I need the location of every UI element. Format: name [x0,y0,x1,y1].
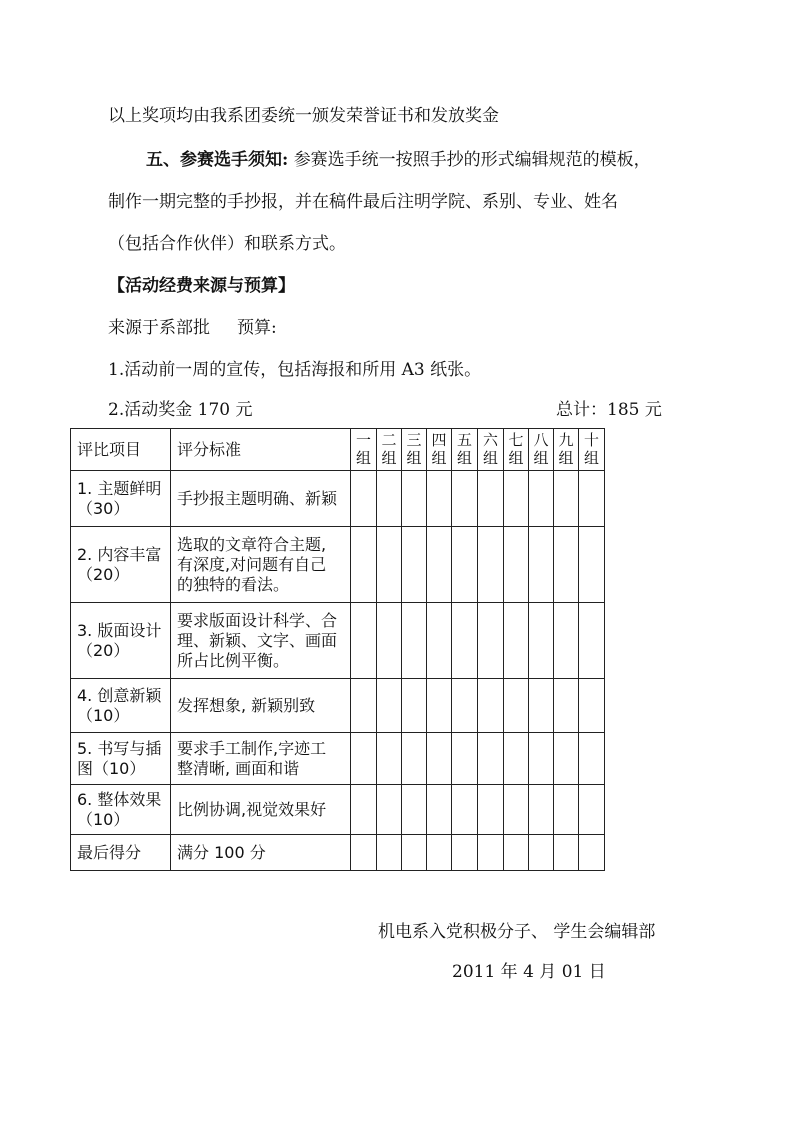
score-cell[interactable] [504,603,529,679]
score-cell[interactable] [504,835,529,871]
score-cell[interactable] [529,603,554,679]
score-cell[interactable] [452,785,478,835]
score-cell[interactable] [427,527,452,603]
score-cell[interactable] [554,785,579,835]
row-item: 3. 版面设计 （20） [71,603,171,679]
table-row [71,527,605,603]
score-cell[interactable] [478,733,504,785]
score-cell[interactable] [427,785,452,835]
score-cell[interactable] [351,603,377,679]
row-standard: 比例协调,视觉效果好 [171,785,351,835]
score-cell[interactable] [402,471,427,527]
table-row [71,679,605,733]
section-title: 【活动经费来源与预算】 [108,276,295,296]
header-group-6: 六 组 [478,429,504,471]
header-group-4: 四 组 [427,429,452,471]
score-cell[interactable] [554,603,579,679]
header-standard: 评分标准 [171,429,351,471]
score-cell[interactable] [579,527,605,603]
score-cell[interactable] [504,527,529,603]
rules-text: 参赛选手统一按照手抄的形式编辑规范的模板， [293,150,651,170]
score-cell[interactable] [504,471,529,527]
score-cell[interactable] [402,733,427,785]
score-cell[interactable] [427,603,452,679]
score-cell[interactable] [529,835,554,871]
score-cell[interactable] [478,471,504,527]
row-standard: 手抄报主题明确、新颖 [171,471,351,527]
score-cell[interactable] [402,835,427,871]
score-cell[interactable] [351,679,377,733]
header-group-2: 二 组 [377,429,402,471]
paragraph-budget-source: 来源于系部批 预算: [108,318,277,338]
header-group-10: 十 组 [579,429,605,471]
score-cell[interactable] [452,527,478,603]
score-cell[interactable] [427,471,452,527]
rules-heading: 五、参赛选手须知: [146,150,289,170]
score-cell[interactable] [402,603,427,679]
table-row [71,603,605,679]
paragraph-rules-end: （包括合作伙伴）和联系方式。 [108,234,346,254]
score-cell[interactable] [377,603,402,679]
score-cell[interactable] [579,733,605,785]
score-cell[interactable] [478,785,504,835]
score-cell[interactable] [402,527,427,603]
score-cell[interactable] [478,603,504,679]
score-cell[interactable] [402,785,427,835]
score-cell[interactable] [427,733,452,785]
row-item: 最后得分 [71,835,171,871]
score-cell[interactable] [402,679,427,733]
budget-item-2: 2.活动奖金 170 元 [108,400,253,420]
score-cell[interactable] [529,785,554,835]
table-header-row [71,429,605,471]
score-cell[interactable] [377,527,402,603]
footer-organization: 机电系入党积极分子、 学生会编辑部 [378,922,656,942]
score-cell[interactable] [504,733,529,785]
score-cell[interactable] [452,733,478,785]
header-group-1: 一 组 [351,429,377,471]
table-row [71,785,605,835]
budget-total: 总计：185 元 [556,400,662,420]
header-group-8: 八 组 [529,429,554,471]
score-cell[interactable] [452,679,478,733]
header-group-3: 三 组 [402,429,427,471]
score-cell[interactable] [427,835,452,871]
score-cell[interactable] [377,835,402,871]
row-item: 2. 内容丰富 （20） [71,527,171,603]
table-row [71,835,605,871]
row-item: 1. 主题鲜明 （30） [71,471,171,527]
score-cell[interactable] [351,835,377,871]
score-cell[interactable] [554,733,579,785]
score-cell[interactable] [554,679,579,733]
paragraph-rules-cont: 制作一期完整的手抄报，并在稿件最后注明学院、系别、专业、姓名 [108,192,618,212]
row-item: 5. 书写与插 图（10） [71,733,171,785]
header-group-9: 九 组 [554,429,579,471]
score-cell[interactable] [529,733,554,785]
row-standard: 选取的文章符合主题, 有深度,对问题有自己 的独特的看法。 [171,527,351,603]
paragraph-rules [146,148,651,172]
header-group-5: 五 组 [452,429,478,471]
score-cell[interactable] [529,679,554,733]
score-cell[interactable] [579,471,605,527]
table-row [71,733,605,785]
row-standard: 要求手工制作,字迹工 整清晰, 画面和谐 [171,733,351,785]
score-cell[interactable] [554,527,579,603]
score-cell[interactable] [351,471,377,527]
score-cell[interactable] [529,527,554,603]
row-item: 6. 整体效果 （10） [71,785,171,835]
score-cell[interactable] [377,471,402,527]
score-cell[interactable] [554,835,579,871]
score-cell[interactable] [452,471,478,527]
row-standard: 满分 100 分 [171,835,351,871]
header-group-7: 七 组 [504,429,529,471]
score-cell[interactable] [478,527,504,603]
score-cell[interactable] [351,527,377,603]
score-cell[interactable] [504,785,529,835]
score-cell[interactable] [351,733,377,785]
score-cell[interactable] [478,679,504,733]
score-cell[interactable] [377,785,402,835]
score-cell[interactable] [554,471,579,527]
score-cell[interactable] [504,679,529,733]
table-row [71,471,605,527]
paragraph-awards: 以上奖项均由我系团委统一颁发荣誉证书和发放奖金 [108,106,499,126]
footer-date: 2011 年 4 月 01 日 [452,962,606,982]
header-item: 评比项目 [71,429,171,471]
row-item: 4. 创意新颖 （10） [71,679,171,733]
score-cell[interactable] [579,679,605,733]
score-cell[interactable] [377,733,402,785]
scoring-table [70,428,605,871]
score-cell[interactable] [529,471,554,527]
score-cell[interactable] [427,679,452,733]
score-cell[interactable] [377,679,402,733]
row-standard: 要求版面设计科学、合 理、新颖、文字、画面 所占比例平衡。 [171,603,351,679]
score-cell[interactable] [351,785,377,835]
row-standard: 发挥想象, 新颖别致 [171,679,351,733]
score-cell[interactable] [579,603,605,679]
budget-item-1: 1.活动前一周的宣传，包括海报和所用 A3 纸张。 [108,360,482,380]
score-cell[interactable] [478,835,504,871]
score-cell[interactable] [452,603,478,679]
score-cell[interactable] [579,835,605,871]
score-cell[interactable] [579,785,605,835]
score-cell[interactable] [452,835,478,871]
